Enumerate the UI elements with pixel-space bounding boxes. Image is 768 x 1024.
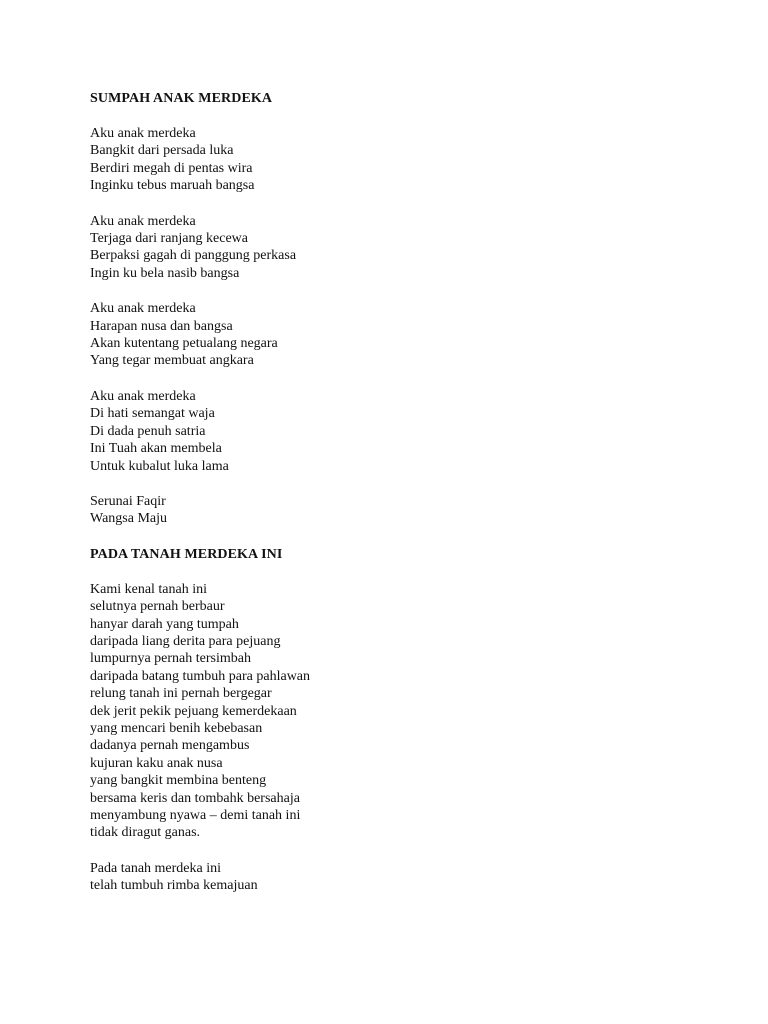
poem-line: Ini Tuah akan membela xyxy=(90,441,222,457)
poem-line: Untuk kubalut luka lama xyxy=(90,458,229,474)
author-location: Wangsa Maju xyxy=(90,511,168,527)
stanza xyxy=(90,300,710,370)
author-block xyxy=(90,493,710,528)
author-name: Serunai Faqir xyxy=(90,493,166,509)
poem-line: daripada batang tumbuh para pahlawan xyxy=(90,668,311,684)
poem-line: Akan kutentang petualang negara xyxy=(90,336,278,352)
poem-line: Terjaga dari ranjang kecewa xyxy=(90,231,248,247)
poem-line: Ingin ku bela nasib bangsa xyxy=(90,265,240,281)
stanza xyxy=(90,581,710,842)
poem-line: Berdiri megah di pentas wira xyxy=(90,160,253,176)
document-page xyxy=(90,90,710,913)
stanza xyxy=(90,125,710,195)
poem-line: yang mencari benih kebebasan xyxy=(90,720,263,736)
poem-line: Di hati semangat waja xyxy=(90,406,215,422)
poem-line: daripada liang derita para pejuang xyxy=(90,633,281,649)
poem-title: PADA TANAH MERDEKA INI xyxy=(90,546,283,562)
poem-line: selutnya pernah berbaur xyxy=(90,599,225,615)
poem-line: lumpurnya pernah tersimbah xyxy=(90,651,251,667)
poem-line: dadanya pernah mengambus xyxy=(90,738,250,754)
poem-line: Di dada penuh satria xyxy=(90,423,206,439)
stanza xyxy=(90,213,710,283)
poem-line: telah tumbuh rimba kemajuan xyxy=(90,878,258,894)
poem-line: Harapan nusa dan bangsa xyxy=(90,318,233,334)
poem-line: relung tanah ini pernah bergegar xyxy=(90,686,272,702)
poem-line: Bangkit dari persada luka xyxy=(90,143,234,159)
poem-line: yang bangkit membina benteng xyxy=(90,773,267,789)
poem-line: Berpaksi gagah di panggung perkasa xyxy=(90,248,297,264)
poem-line: bersama keris dan tombahk bersahaja xyxy=(90,790,300,806)
poem-line: Aku anak merdeka xyxy=(90,213,196,229)
poem-line: kujuran kaku anak nusa xyxy=(90,755,223,771)
poem-line: menyambung nyawa – demi tanah ini xyxy=(90,808,301,823)
poem-line: Kami kenal tanah ini xyxy=(90,581,208,597)
poem-line: tidak diragut ganas. xyxy=(90,825,201,841)
poem-line: dek jerit pekik pejuang kemerdekaan xyxy=(90,703,297,719)
poem-title: SUMPAH ANAK MERDEKA xyxy=(90,91,273,106)
poem-line: Inginku tebus maruah bangsa xyxy=(90,178,255,194)
stanza xyxy=(90,860,710,895)
poem-line: Aku anak merdeka xyxy=(90,126,196,141)
stanza xyxy=(90,388,710,475)
poem-line: Aku anak merdeka xyxy=(90,388,196,404)
poem-line: Pada tanah merdeka ini xyxy=(90,860,222,876)
poem-line: Aku anak merdeka xyxy=(90,301,196,317)
poem-line: hanyar darah yang tumpah xyxy=(90,616,239,632)
poem-line: Yang tegar membuat angkara xyxy=(90,353,254,369)
